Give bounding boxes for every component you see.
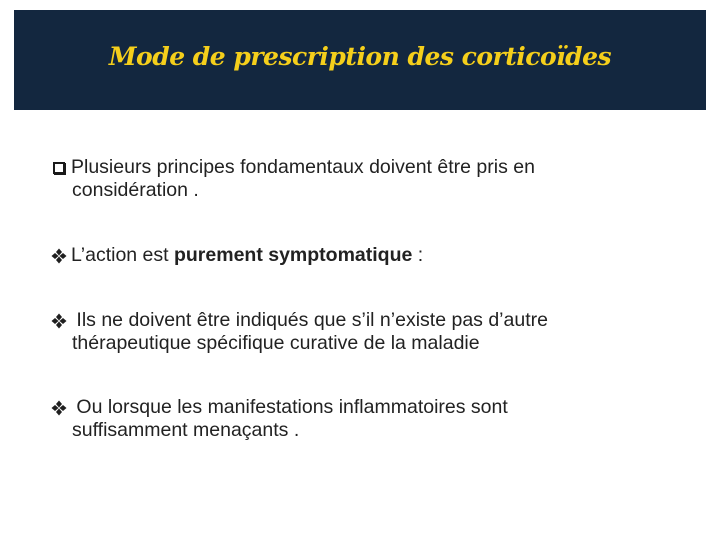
item-text-line1: Plusieurs principes fondamentaux doivent être pris en bbox=[71, 156, 535, 178]
item-text-line2: considération . bbox=[72, 179, 199, 201]
item-text-line2: thérapeutique spécifique curative de la maladie bbox=[72, 332, 480, 354]
item-text-line1: Ou lorsque les manifestations inflammatoires sont bbox=[71, 396, 508, 418]
item-text-line1: Ils ne doivent être indiqués que s’il n’existe pas d’autre bbox=[71, 309, 548, 331]
slide-title: Mode de prescription des corticoïdes bbox=[108, 41, 612, 71]
bullet-item-inflammatory bbox=[50, 396, 690, 442]
title-banner bbox=[14, 10, 706, 110]
diamond-four-petal-icon bbox=[50, 399, 67, 416]
item-text-line2: suffisamment menaçants . bbox=[72, 419, 300, 441]
bullet-item-principles bbox=[50, 156, 690, 202]
bullet-item-action bbox=[50, 244, 690, 267]
diamond-four-petal-icon bbox=[50, 247, 67, 264]
square-checkbox-icon bbox=[50, 159, 67, 176]
item-emphasis: purement symptomatique bbox=[173, 244, 413, 266]
diamond-four-petal-icon bbox=[50, 312, 67, 329]
item-text: L’action est purement symptomatique : bbox=[71, 244, 424, 266]
bullet-item-indication bbox=[50, 309, 690, 355]
